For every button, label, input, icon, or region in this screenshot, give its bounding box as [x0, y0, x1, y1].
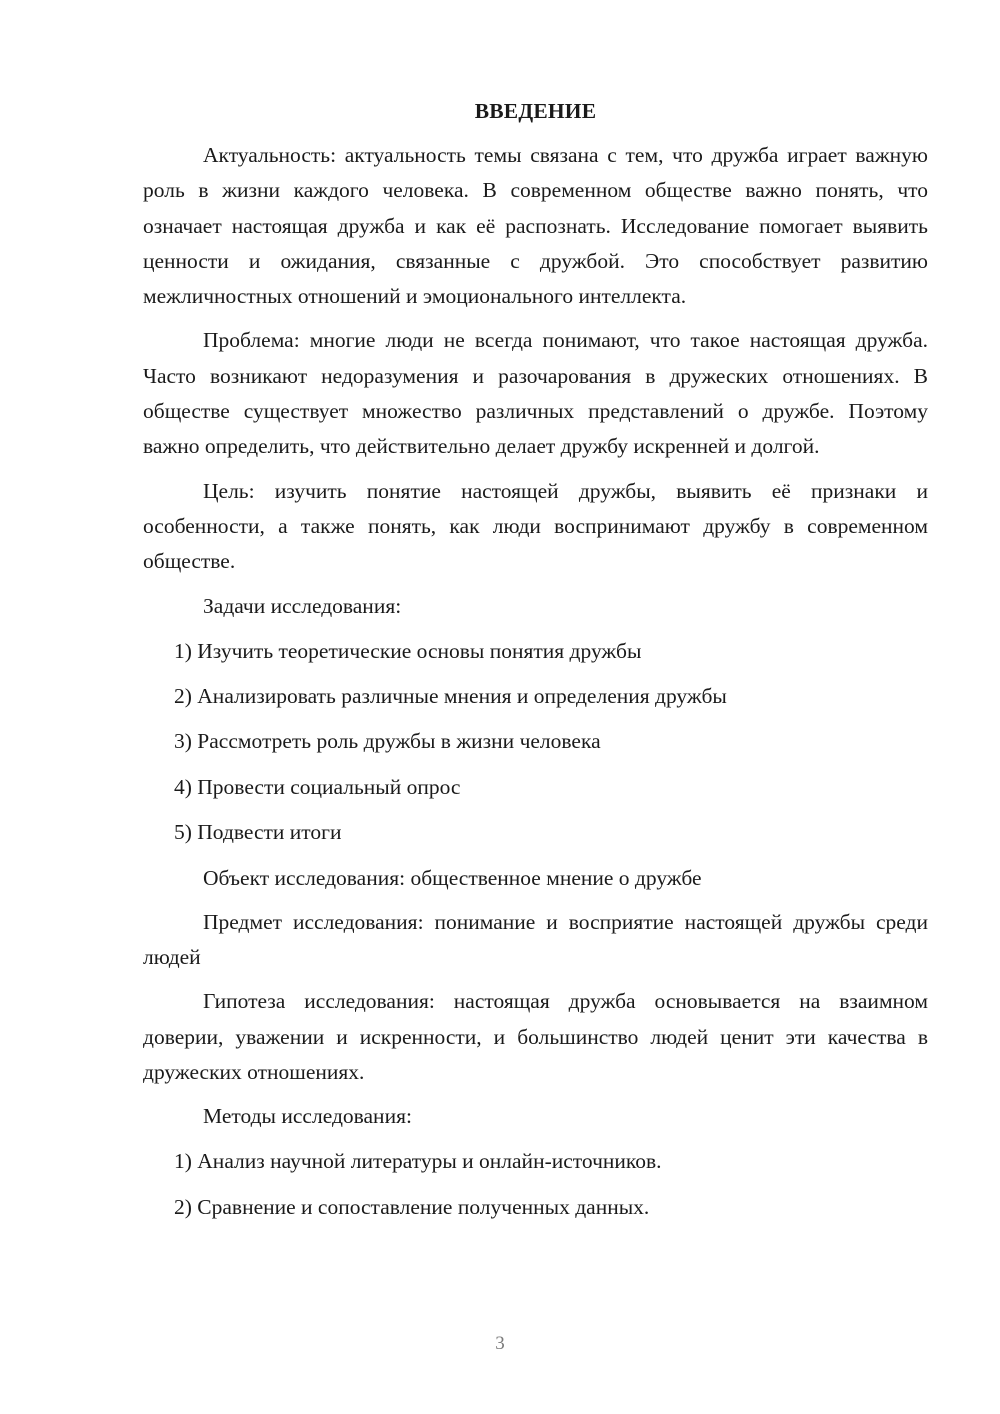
task-item: 5) Подвести итоги — [174, 820, 342, 845]
relevance-paragraph: Актуальность: актуальность темы связана с тем, что дружба играет важную роль в жизни каждого человека. В современном обществе важно понять, что означает настоящая дружба и как её распознать. Исследование помогает выявить ценности и ожидания, связанные с дружбой. Это способствует развитию межличностных отношений и эмоционального интеллекта. — [143, 143, 928, 309]
section-title: ВВЕДЕНИЕ — [474, 99, 597, 123]
object-paragraph: Объект исследования: общественное мнение о дружбе — [203, 865, 702, 890]
method-item: 1) Анализ научной литературы и онлайн-источников. — [174, 1149, 662, 1174]
task-item: 4) Провести социальный опрос — [174, 774, 461, 799]
goal-paragraph: Цель: изучить понятие настоящей дружбы, выявить её признаки и особенности, а также понять, как люди воспринимают дружбу в современном обществе. — [143, 478, 928, 574]
problem-paragraph: Проблема: многие люди не всегда понимают, что такое настоящая дружба. Часто возникают недоразумения и разочарования в дружеских отношениях. В обществе существует множество различных представлений о дружбе. Поэтому важно определить, что действительно делает дружбу искренней и долгой. — [143, 328, 928, 459]
methods-list — [143, 1144, 928, 1224]
subject-paragraph: Предмет исследования: понимание и восприятие настоящей дружбы среди людей — [143, 909, 928, 970]
hypothesis-paragraph: Гипотеза исследования: настоящая дружба основывается на взаимном доверии, уважении и искренности, и большинство людей ценит эти качества в дружеских отношениях. — [143, 989, 928, 1084]
methods-heading: Методы исследования: — [203, 1104, 412, 1129]
task-item: 1) Изучить теоретические основы понятия дружбы — [174, 638, 642, 663]
task-item: 2) Анализировать различные мнения и определения дружбы — [174, 683, 727, 708]
tasks-heading: Задачи исследования: — [203, 593, 402, 618]
tasks-list — [143, 634, 928, 851]
task-item: 3) Рассмотреть роль дружбы в жизни человека — [174, 729, 601, 754]
page-number: 3 — [495, 1333, 505, 1354]
method-item: 2) Сравнение и сопоставление полученных данных. — [174, 1194, 650, 1219]
page-content — [143, 96, 928, 1235]
